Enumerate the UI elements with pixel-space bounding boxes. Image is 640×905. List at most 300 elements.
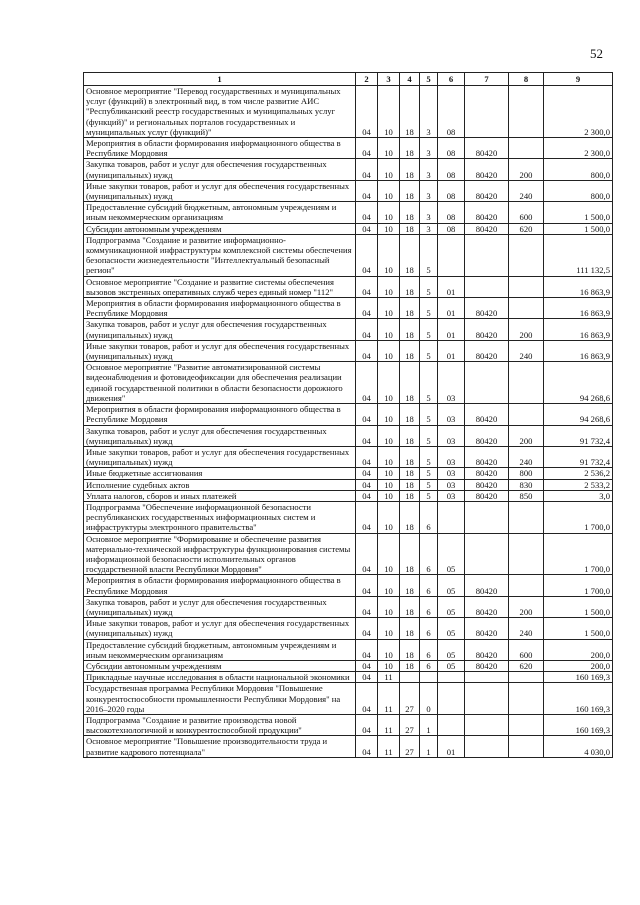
table-row (84, 533, 613, 575)
table-row (84, 223, 613, 234)
cell-pr-code: 10 (378, 159, 400, 180)
table-row (84, 672, 613, 683)
cell-rz-code: 04 (356, 425, 378, 446)
cell-program-code: 18 (400, 575, 420, 596)
cell-item-name: Мероприятия в области формирования информационного общества в Республике Мордовия (84, 138, 356, 159)
cell-event-code: 05 (438, 575, 465, 596)
cell-program-code: 18 (400, 319, 420, 340)
cell-program-code (400, 672, 420, 683)
cell-expense-type-code: 620 (509, 660, 544, 671)
cell-item-name: Основное мероприятие "Повышение производительности труда и развитие кадрового потенциала" (84, 736, 356, 757)
table-row (84, 479, 613, 490)
cell-expense-type-code (509, 298, 544, 319)
cell-item-name: Закупка товаров, работ и услуг для обеспечения государственных (муниципальных) нужд (84, 319, 356, 340)
cell-item-name: Уплата налогов, сборов и иных платежей (84, 490, 356, 501)
cell-amount: 1 500,0 (544, 618, 613, 639)
cell-event-code: 08 (438, 202, 465, 223)
cell-event-code: 01 (438, 276, 465, 297)
cell-item-name: Подпрограмма "Создание и развитие информационно-коммуникационной инфраструктуры комплексной системы обеспечения безопасности жизнедеятельности "Интеллектуальный безопасный регион" (84, 234, 356, 276)
cell-amount: 1 500,0 (544, 202, 613, 223)
table-row (84, 276, 613, 297)
cell-item-name: Основное мероприятие "Формирование и обеспечение развития материально-технической инфраструктуры функционирования системы информационной безопасности исполнительных органов государственной власти Республики Мордовия" (84, 533, 356, 575)
table-row (84, 159, 613, 180)
column-header-2: 2 (356, 73, 378, 86)
column-header-8: 8 (509, 73, 544, 86)
cell-event-code: 08 (438, 180, 465, 201)
cell-rz-code: 04 (356, 618, 378, 639)
cell-amount: 3,0 (544, 490, 613, 501)
cell-program-code: 18 (400, 340, 420, 361)
cell-item-name: Закупка товаров, работ и услуг для обеспечения государственных (муниципальных) нужд (84, 425, 356, 446)
cell-subprogram-code: 5 (420, 298, 438, 319)
cell-amount: 2 300,0 (544, 138, 613, 159)
cell-subprogram-code: 5 (420, 276, 438, 297)
cell-direction-code: 80420 (465, 575, 509, 596)
cell-direction-code: 80420 (465, 479, 509, 490)
cell-expense-type-code (509, 86, 544, 138)
cell-subprogram-code: 1 (420, 736, 438, 757)
table-row (84, 501, 613, 533)
cell-event-code: 08 (438, 223, 465, 234)
cell-expense-type-code (509, 404, 544, 425)
cell-expense-type-code (509, 362, 544, 404)
cell-expense-type-code (509, 276, 544, 297)
table-row (84, 362, 613, 404)
cell-expense-type-code: 200 (509, 425, 544, 446)
cell-expense-type-code: 600 (509, 202, 544, 223)
cell-direction-code: 80420 (465, 425, 509, 446)
cell-subprogram-code: 6 (420, 660, 438, 671)
cell-direction-code: 80420 (465, 340, 509, 361)
cell-pr-code: 10 (378, 533, 400, 575)
cell-amount: 2 300,0 (544, 86, 613, 138)
cell-item-name: Прикладные научные исследования в области национальной экономики (84, 672, 356, 683)
cell-event-code: 03 (438, 446, 465, 467)
cell-item-name: Мероприятия в области формирования информационного общества в Республике Мордовия (84, 298, 356, 319)
cell-direction-code: 80420 (465, 404, 509, 425)
cell-event-code: 03 (438, 425, 465, 446)
cell-program-code: 18 (400, 425, 420, 446)
cell-rz-code: 04 (356, 446, 378, 467)
cell-expense-type-code (509, 533, 544, 575)
cell-expense-type-code (509, 672, 544, 683)
cell-expense-type-code: 850 (509, 490, 544, 501)
cell-amount: 94 268,6 (544, 404, 613, 425)
cell-event-code: 03 (438, 490, 465, 501)
cell-pr-code: 10 (378, 618, 400, 639)
cell-amount: 200,0 (544, 660, 613, 671)
cell-amount: 800,0 (544, 180, 613, 201)
cell-pr-code: 10 (378, 319, 400, 340)
cell-program-code: 18 (400, 596, 420, 617)
cell-pr-code: 11 (378, 736, 400, 757)
cell-expense-type-code: 240 (509, 446, 544, 467)
cell-direction-code (465, 683, 509, 715)
cell-amount: 160 169,3 (544, 683, 613, 715)
cell-rz-code: 04 (356, 202, 378, 223)
cell-program-code: 18 (400, 618, 420, 639)
cell-pr-code: 10 (378, 362, 400, 404)
cell-direction-code (465, 234, 509, 276)
cell-pr-code: 10 (378, 180, 400, 201)
cell-subprogram-code (420, 672, 438, 683)
cell-pr-code: 10 (378, 298, 400, 319)
cell-event-code: 08 (438, 86, 465, 138)
table-row (84, 234, 613, 276)
cell-subprogram-code: 3 (420, 138, 438, 159)
cell-direction-code: 80420 (465, 180, 509, 201)
table-row (84, 340, 613, 361)
table-row (84, 596, 613, 617)
cell-direction-code (465, 672, 509, 683)
cell-pr-code: 10 (378, 86, 400, 138)
cell-program-code: 27 (400, 714, 420, 735)
cell-amount: 2 533,2 (544, 479, 613, 490)
cell-amount: 2 536,2 (544, 468, 613, 479)
column-header-6: 6 (438, 73, 465, 86)
cell-expense-type-code: 200 (509, 319, 544, 340)
cell-event-code: 05 (438, 639, 465, 660)
cell-rz-code: 04 (356, 501, 378, 533)
cell-expense-type-code: 240 (509, 340, 544, 361)
cell-program-code: 18 (400, 533, 420, 575)
cell-rz-code: 04 (356, 596, 378, 617)
cell-subprogram-code: 5 (420, 490, 438, 501)
cell-pr-code: 11 (378, 672, 400, 683)
cell-amount: 4 030,0 (544, 736, 613, 757)
cell-item-name: Иные бюджетные ассигнования (84, 468, 356, 479)
cell-expense-type-code: 830 (509, 479, 544, 490)
cell-direction-code: 80420 (465, 223, 509, 234)
table-row (84, 618, 613, 639)
cell-subprogram-code: 5 (420, 319, 438, 340)
cell-direction-code: 80420 (465, 319, 509, 340)
cell-pr-code: 10 (378, 138, 400, 159)
table-row (84, 298, 613, 319)
cell-event-code: 05 (438, 596, 465, 617)
cell-event-code: 01 (438, 319, 465, 340)
cell-pr-code: 10 (378, 596, 400, 617)
cell-direction-code: 80420 (465, 660, 509, 671)
cell-pr-code: 10 (378, 340, 400, 361)
cell-direction-code: 80420 (465, 639, 509, 660)
cell-subprogram-code: 3 (420, 202, 438, 223)
cell-subprogram-code: 3 (420, 180, 438, 201)
cell-expense-type-code (509, 234, 544, 276)
cell-direction-code: 80420 (465, 202, 509, 223)
cell-subprogram-code: 5 (420, 479, 438, 490)
cell-subprogram-code: 5 (420, 362, 438, 404)
cell-event-code: 01 (438, 298, 465, 319)
cell-amount: 91 732,4 (544, 446, 613, 467)
cell-item-name: Закупка товаров, работ и услуг для обеспечения государственных (муниципальных) нужд (84, 596, 356, 617)
cell-program-code: 18 (400, 660, 420, 671)
cell-amount: 160 169,3 (544, 714, 613, 735)
table-row (84, 446, 613, 467)
cell-subprogram-code: 6 (420, 575, 438, 596)
cell-amount: 16 863,9 (544, 340, 613, 361)
cell-item-name: Основное мероприятие "Развитие автоматизированной системы видеонаблюдения и фотовидеофиксации для обеспечения реализации единой государственной политики в области безопасности дорожного движения" (84, 362, 356, 404)
cell-rz-code: 04 (356, 180, 378, 201)
cell-item-name: Подпрограмма "Создание и развитие производства новой высокотехнологичной и конкурентоспособной продукции" (84, 714, 356, 735)
cell-amount: 160 169,3 (544, 672, 613, 683)
cell-program-code: 18 (400, 86, 420, 138)
table-row (84, 86, 613, 138)
cell-event-code: 01 (438, 340, 465, 361)
cell-program-code: 18 (400, 362, 420, 404)
table-row (84, 683, 613, 715)
table-row (84, 425, 613, 446)
table-body (84, 86, 613, 758)
cell-pr-code: 10 (378, 575, 400, 596)
cell-amount: 111 132,5 (544, 234, 613, 276)
cell-program-code: 18 (400, 468, 420, 479)
cell-event-code: 05 (438, 618, 465, 639)
cell-amount: 1 500,0 (544, 223, 613, 234)
cell-pr-code: 10 (378, 479, 400, 490)
table-row (84, 202, 613, 223)
cell-rz-code: 04 (356, 159, 378, 180)
table-row (84, 639, 613, 660)
cell-program-code: 18 (400, 180, 420, 201)
cell-rz-code: 04 (356, 736, 378, 757)
cell-item-name: Субсидии автономным учреждениям (84, 223, 356, 234)
cell-item-name: Исполнение судебных актов (84, 479, 356, 490)
cell-event-code: 01 (438, 736, 465, 757)
cell-direction-code (465, 362, 509, 404)
cell-subprogram-code: 3 (420, 223, 438, 234)
cell-event-code: 03 (438, 468, 465, 479)
cell-subprogram-code: 5 (420, 340, 438, 361)
table-row (84, 468, 613, 479)
page-number: 52 (590, 46, 603, 61)
table-row (84, 660, 613, 671)
cell-item-name: Государственная программа Республики Мордовия "Повышение конкурентоспособности промышленности Республики Мордовия" на 2016–2020 годы (84, 683, 356, 715)
cell-subprogram-code: 5 (420, 468, 438, 479)
cell-subprogram-code: 0 (420, 683, 438, 715)
cell-expense-type-code (509, 683, 544, 715)
column-header-7: 7 (465, 73, 509, 86)
cell-pr-code: 10 (378, 490, 400, 501)
cell-item-name: Предоставление субсидий бюджетным, автономным учреждениям и иным некоммерческим организациям (84, 202, 356, 223)
cell-program-code: 18 (400, 404, 420, 425)
cell-amount: 200,0 (544, 639, 613, 660)
cell-rz-code: 04 (356, 468, 378, 479)
cell-rz-code: 04 (356, 362, 378, 404)
cell-item-name: Иные закупки товаров, работ и услуг для обеспечения государственных (муниципальных) нужд (84, 618, 356, 639)
cell-direction-code (465, 714, 509, 735)
cell-direction-code: 80420 (465, 446, 509, 467)
table-row (84, 180, 613, 201)
cell-amount: 800,0 (544, 159, 613, 180)
cell-program-code: 18 (400, 276, 420, 297)
cell-rz-code: 04 (356, 319, 378, 340)
cell-direction-code (465, 86, 509, 138)
cell-direction-code: 80420 (465, 596, 509, 617)
cell-expense-type-code (509, 575, 544, 596)
cell-direction-code (465, 501, 509, 533)
table-row (84, 319, 613, 340)
cell-amount: 1 700,0 (544, 575, 613, 596)
cell-expense-type-code (509, 714, 544, 735)
cell-rz-code: 04 (356, 298, 378, 319)
cell-subprogram-code: 1 (420, 714, 438, 735)
cell-rz-code: 04 (356, 490, 378, 501)
cell-event-code (438, 234, 465, 276)
cell-expense-type-code (509, 501, 544, 533)
cell-subprogram-code: 5 (420, 446, 438, 467)
cell-pr-code: 10 (378, 446, 400, 467)
cell-amount: 94 268,6 (544, 362, 613, 404)
cell-event-code: 03 (438, 404, 465, 425)
cell-subprogram-code: 6 (420, 501, 438, 533)
cell-expense-type-code: 200 (509, 596, 544, 617)
cell-pr-code: 10 (378, 404, 400, 425)
cell-direction-code (465, 736, 509, 757)
cell-pr-code: 10 (378, 468, 400, 479)
budget-table (83, 72, 613, 758)
cell-program-code: 27 (400, 683, 420, 715)
cell-direction-code: 80420 (465, 618, 509, 639)
cell-program-code: 18 (400, 490, 420, 501)
cell-pr-code: 11 (378, 714, 400, 735)
cell-subprogram-code: 6 (420, 618, 438, 639)
cell-direction-code: 80420 (465, 490, 509, 501)
cell-item-name: Иные закупки товаров, работ и услуг для обеспечения государственных (муниципальных) нужд (84, 180, 356, 201)
cell-amount: 1 700,0 (544, 501, 613, 533)
cell-rz-code: 04 (356, 533, 378, 575)
cell-rz-code: 04 (356, 714, 378, 735)
cell-program-code: 18 (400, 138, 420, 159)
cell-program-code: 18 (400, 479, 420, 490)
cell-rz-code: 04 (356, 340, 378, 361)
cell-subprogram-code: 6 (420, 639, 438, 660)
cell-rz-code: 04 (356, 660, 378, 671)
cell-item-name: Закупка товаров, работ и услуг для обеспечения государственных (муниципальных) нужд (84, 159, 356, 180)
cell-pr-code: 11 (378, 683, 400, 715)
cell-direction-code: 80420 (465, 138, 509, 159)
cell-item-name: Мероприятия в области формирования информационного общества в Республике Мордовия (84, 404, 356, 425)
column-header-5: 5 (420, 73, 438, 86)
cell-direction-code (465, 276, 509, 297)
cell-amount: 16 863,9 (544, 276, 613, 297)
cell-amount: 16 863,9 (544, 298, 613, 319)
cell-rz-code: 04 (356, 234, 378, 276)
cell-item-name: Иные закупки товаров, работ и услуг для обеспечения государственных (муниципальных) нужд (84, 446, 356, 467)
cell-pr-code: 10 (378, 639, 400, 660)
cell-rz-code: 04 (356, 404, 378, 425)
cell-rz-code: 04 (356, 86, 378, 138)
cell-program-code: 18 (400, 223, 420, 234)
cell-program-code: 18 (400, 639, 420, 660)
cell-expense-type-code: 240 (509, 618, 544, 639)
cell-direction-code (465, 533, 509, 575)
cell-item-name: Основное мероприятие "Создание и развитие системы обеспечения вызовов экстренных оперативных служб через единый номер "112" (84, 276, 356, 297)
cell-rz-code: 04 (356, 672, 378, 683)
table-header-row (84, 73, 613, 86)
cell-program-code: 18 (400, 298, 420, 319)
cell-subprogram-code: 3 (420, 159, 438, 180)
cell-direction-code: 80420 (465, 298, 509, 319)
cell-expense-type-code: 600 (509, 639, 544, 660)
table-row (84, 404, 613, 425)
cell-pr-code: 10 (378, 660, 400, 671)
cell-program-code: 18 (400, 446, 420, 467)
cell-event-code: 05 (438, 660, 465, 671)
cell-expense-type-code: 240 (509, 180, 544, 201)
cell-subprogram-code: 5 (420, 425, 438, 446)
cell-rz-code: 04 (356, 479, 378, 490)
cell-program-code: 18 (400, 234, 420, 276)
cell-event-code: 08 (438, 159, 465, 180)
cell-expense-type-code: 620 (509, 223, 544, 234)
cell-pr-code: 10 (378, 276, 400, 297)
cell-program-code: 18 (400, 159, 420, 180)
cell-pr-code: 10 (378, 223, 400, 234)
cell-program-code: 18 (400, 501, 420, 533)
cell-amount: 16 863,9 (544, 319, 613, 340)
cell-program-code: 18 (400, 202, 420, 223)
cell-rz-code: 04 (356, 276, 378, 297)
cell-item-name: Предоставление субсидий бюджетным, автономным учреждениям и иным некоммерческим организациям (84, 639, 356, 660)
cell-expense-type-code: 200 (509, 159, 544, 180)
column-header-1: 1 (84, 73, 356, 86)
cell-rz-code: 04 (356, 575, 378, 596)
cell-pr-code: 10 (378, 202, 400, 223)
cell-pr-code: 10 (378, 425, 400, 446)
table-row (84, 575, 613, 596)
cell-item-name: Подпрограмма "Обеспечение информационной безопасности республиканских государственных информационных систем и инфраструктуры электронного правительства" (84, 501, 356, 533)
cell-event-code (438, 672, 465, 683)
cell-rz-code: 04 (356, 138, 378, 159)
cell-subprogram-code: 5 (420, 404, 438, 425)
column-header-4: 4 (400, 73, 420, 86)
cell-pr-code: 10 (378, 501, 400, 533)
column-header-9: 9 (544, 73, 613, 86)
cell-event-code (438, 683, 465, 715)
cell-rz-code: 04 (356, 223, 378, 234)
cell-rz-code: 04 (356, 683, 378, 715)
cell-event-code: 03 (438, 479, 465, 490)
cell-item-name: Мероприятия в области формирования информационного общества в Республике Мордовия (84, 575, 356, 596)
cell-subprogram-code: 5 (420, 234, 438, 276)
table-row (84, 490, 613, 501)
cell-amount: 91 732,4 (544, 425, 613, 446)
cell-item-name: Иные закупки товаров, работ и услуг для обеспечения государственных (муниципальных) нужд (84, 340, 356, 361)
cell-event-code: 05 (438, 533, 465, 575)
cell-amount: 1 500,0 (544, 596, 613, 617)
table-row (84, 736, 613, 757)
cell-subprogram-code: 6 (420, 596, 438, 617)
cell-pr-code: 10 (378, 234, 400, 276)
cell-subprogram-code: 6 (420, 533, 438, 575)
cell-event-code: 03 (438, 362, 465, 404)
cell-amount: 1 700,0 (544, 533, 613, 575)
column-header-3: 3 (378, 73, 400, 86)
table-row (84, 714, 613, 735)
cell-program-code: 27 (400, 736, 420, 757)
cell-event-code (438, 501, 465, 533)
cell-event-code (438, 714, 465, 735)
cell-event-code: 08 (438, 138, 465, 159)
cell-direction-code: 80420 (465, 468, 509, 479)
cell-expense-type-code (509, 138, 544, 159)
cell-expense-type-code (509, 736, 544, 757)
cell-expense-type-code: 800 (509, 468, 544, 479)
cell-rz-code: 04 (356, 639, 378, 660)
cell-item-name: Основное мероприятие "Перевод государственных и муниципальных услуг (функций) в электронный вид, в том числе развитие АИС "Республиканский реестр государственных и муниципальных услуг (функций)" и региональных порталов государственных и муниципальных услуг (функций)" (84, 86, 356, 138)
cell-direction-code: 80420 (465, 159, 509, 180)
